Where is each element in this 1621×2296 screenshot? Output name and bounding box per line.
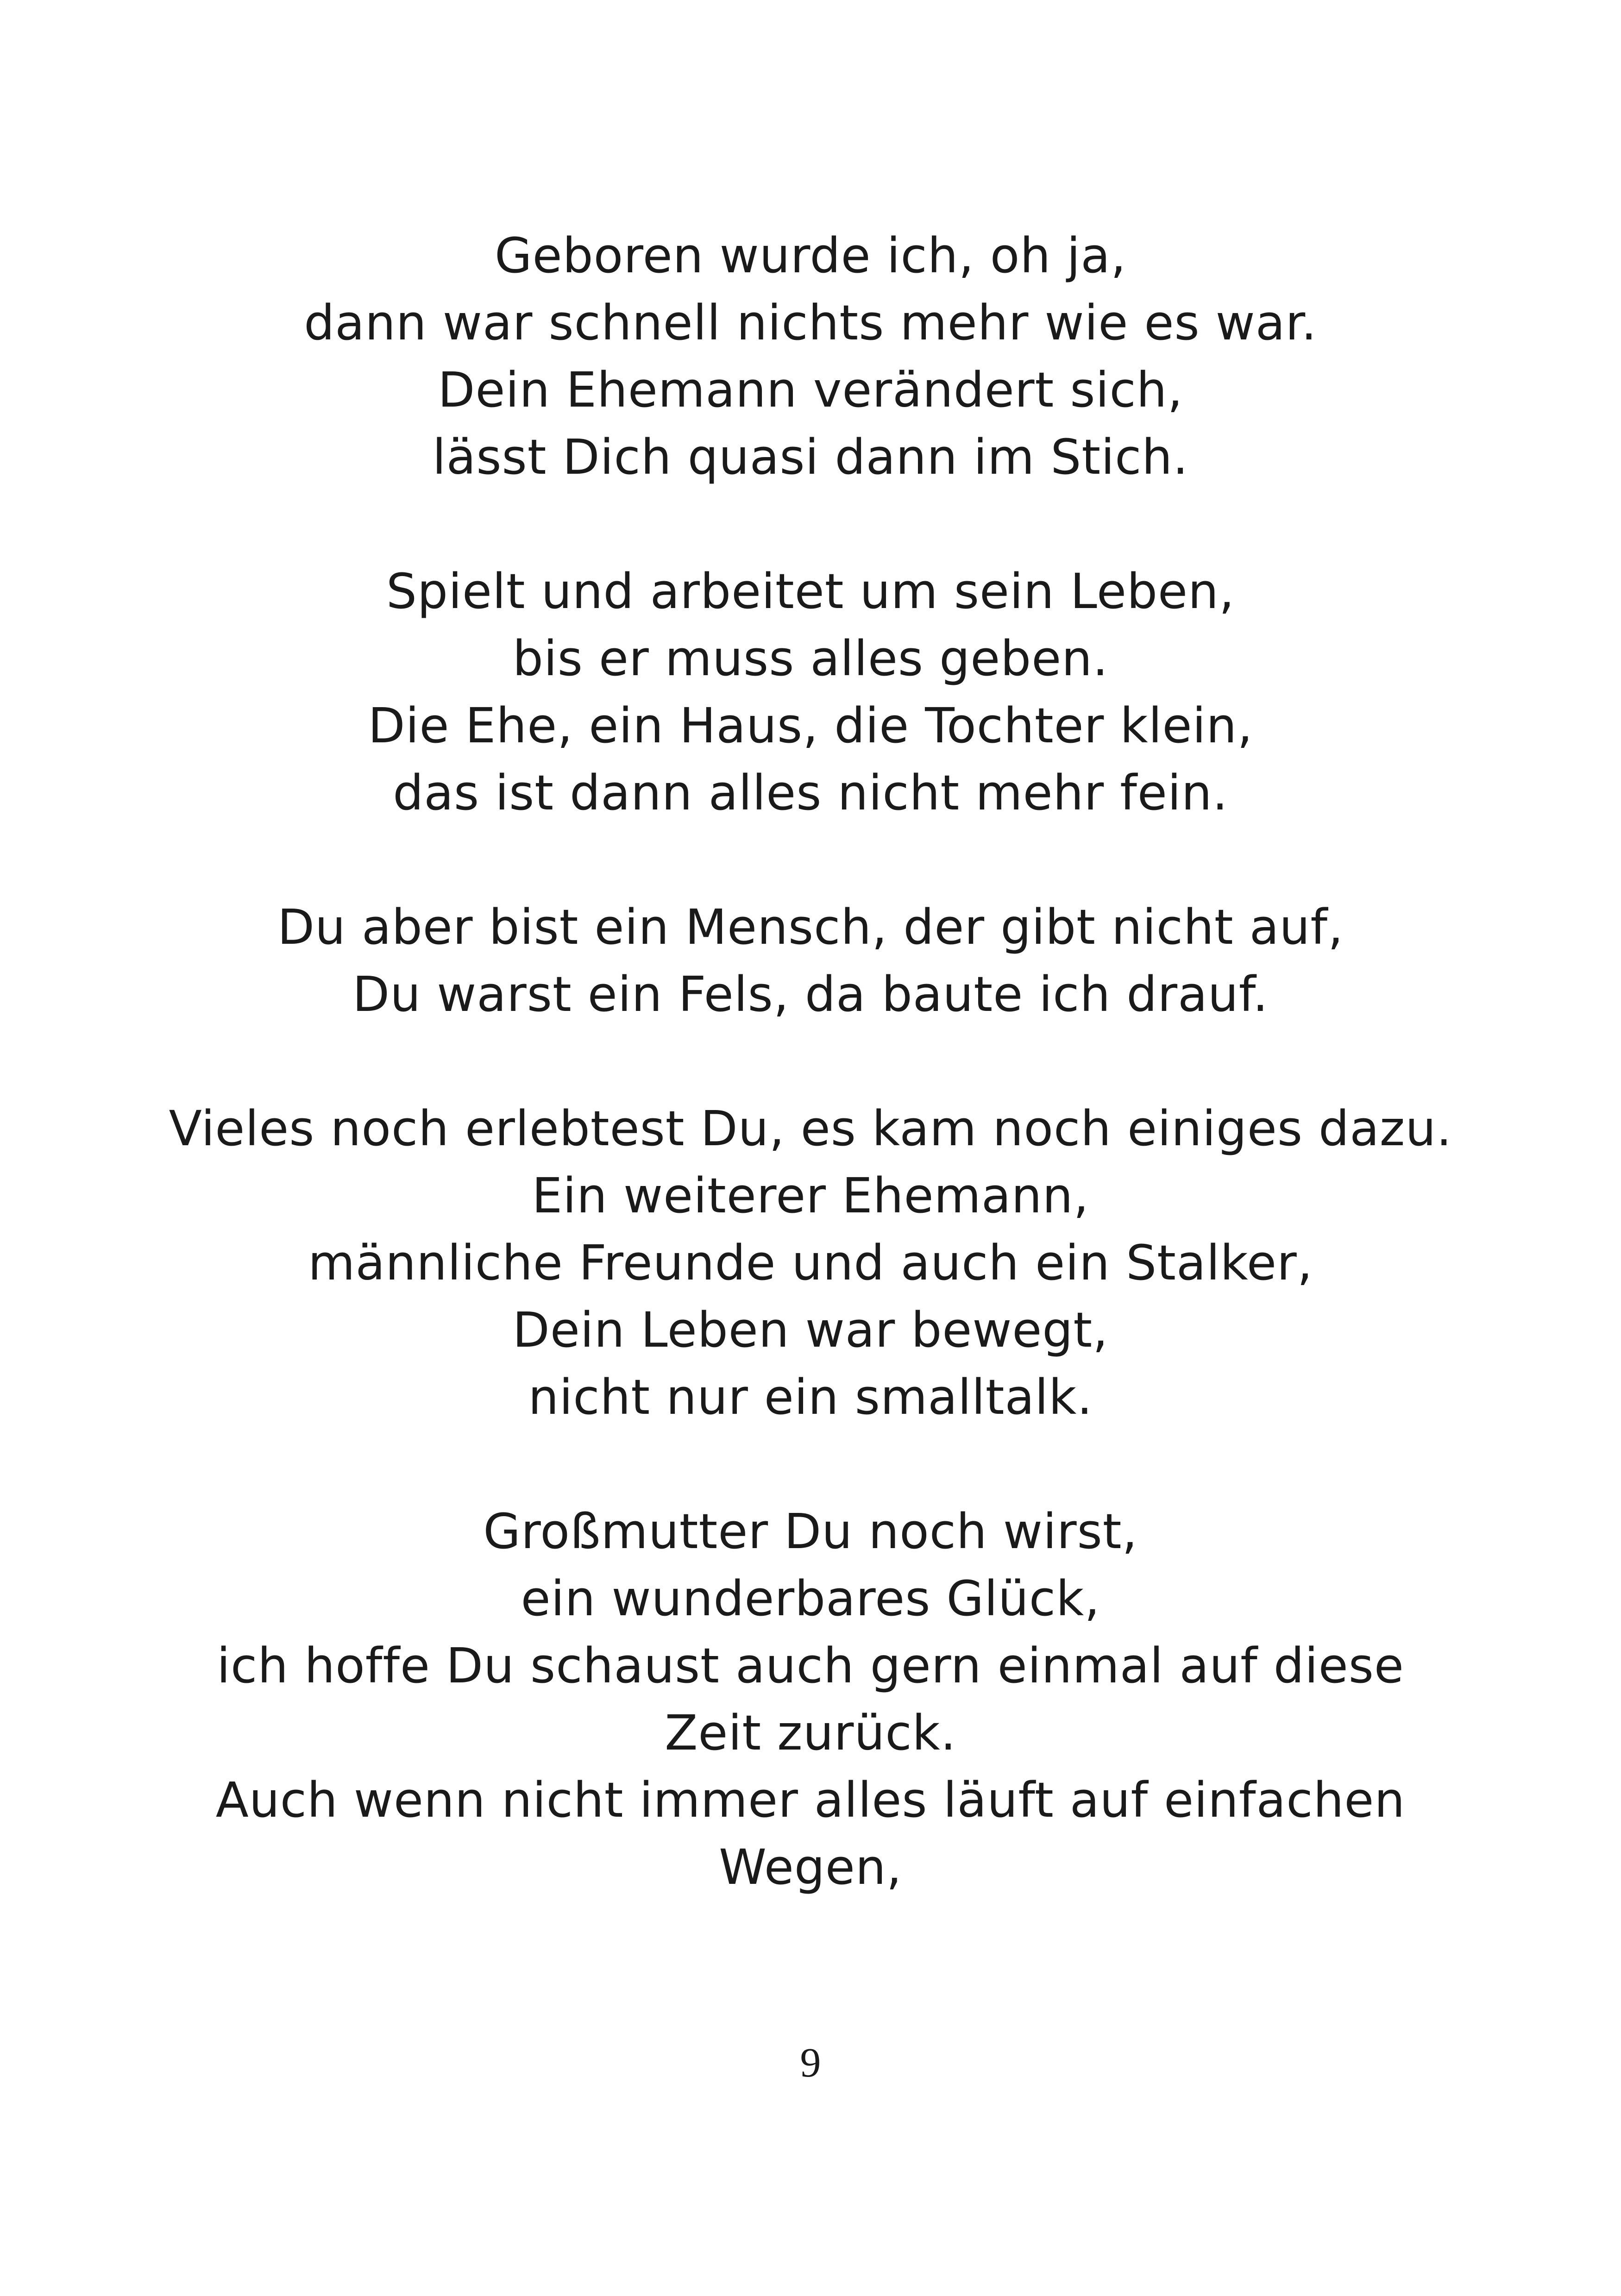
poem-line: Dein Ehemann verändert sich, <box>438 362 1183 418</box>
poem-line: ich hoffe Du schaust auch gern einmal auf diese <box>217 1637 1404 1694</box>
page-number: 9 <box>800 2040 821 2086</box>
poem-line: Spielt und arbeitet um sein Leben, <box>386 563 1235 620</box>
poem-line: Zeit zurück. <box>665 1705 956 1761</box>
stanza-1 <box>0 222 1621 491</box>
stanza-2 <box>0 558 1621 827</box>
poem-line: Dein Leben war bewegt, <box>512 1302 1109 1358</box>
poem-line: männliche Freunde und auch ein Stalker, <box>308 1235 1313 1291</box>
poem-line: Auch wenn nicht immer alles läuft auf einfachen <box>215 1772 1406 1828</box>
poem-line: Großmutter Du noch wirst, <box>483 1503 1138 1560</box>
poem <box>0 222 1621 1901</box>
stanza-5 <box>0 1498 1621 1901</box>
poem-line: Wegen, <box>719 1839 902 1895</box>
poem-line: Du aber bist ein Mensch, der gibt nicht auf, <box>277 899 1344 955</box>
poem-line: ein wunderbares Glück, <box>521 1570 1100 1627</box>
poem-line: Geboren wurde ich, oh ja, <box>495 227 1126 284</box>
poem-line: bis er muss alles geben. <box>512 630 1109 687</box>
stanza-3 <box>0 894 1621 1028</box>
poem-line: Ein weiterer Ehemann, <box>532 1167 1089 1224</box>
poem-line: Die Ehe, ein Haus, die Tochter klein, <box>368 697 1253 754</box>
poem-line: lässt Dich quasi dann im Stich. <box>432 429 1189 485</box>
poem-line: Vieles noch erlebtest Du, es kam noch einiges dazu. <box>169 1100 1452 1157</box>
poem-line: das ist dann alles nicht mehr fein. <box>393 765 1228 821</box>
stanza-4 <box>0 1095 1621 1431</box>
poem-line: nicht nur ein smalltalk. <box>528 1369 1093 1425</box>
poem-line: Du warst ein Fels, da baute ich drauf. <box>352 966 1269 1023</box>
poem-line: dann war schnell nichts mehr wie es war. <box>304 295 1317 351</box>
